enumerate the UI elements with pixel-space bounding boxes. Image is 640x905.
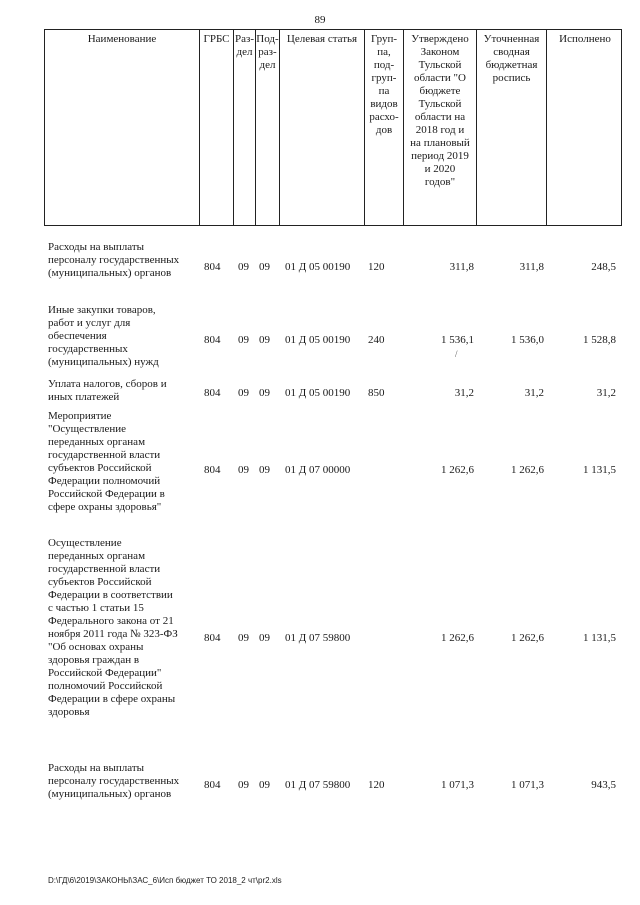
row-article: 01 Д 07 00000 (285, 464, 351, 476)
header-name: Наименование (45, 30, 200, 225)
row-name: Расходы на выплаты персоналу государственных (муниципальных) органов (48, 762, 180, 800)
row-refined: 1 262,6 (511, 464, 544, 476)
row-refined: 1 536,0 (511, 334, 544, 346)
header-article: Целевая статья (280, 30, 365, 225)
row-executed: 31,2 (596, 387, 616, 399)
row-approved: 1 262,6 (441, 632, 474, 644)
row-approved: 31,2 (454, 387, 474, 399)
row-executed: 248,5 (591, 261, 616, 273)
row-article: 01 Д 05 00190 (285, 334, 351, 346)
row-article: 01 Д 07 59800 (285, 632, 351, 644)
file-path-footer: D:\ГД\6\2019\ЗАКОНЫ\ЗАС_6\Исп бюджет ТО 2018_2 чт\pr2.xls (48, 876, 282, 885)
row-article: 01 Д 05 00190 (285, 261, 351, 273)
pen-mark: / (455, 349, 458, 359)
header-razdel: Раз- дел (234, 30, 256, 225)
row-grbs: 804 (204, 387, 221, 399)
row-executed: 1 131,5 (583, 464, 616, 476)
row-group: 850 (368, 387, 385, 399)
header-group: Груп- па, под- груп- па видов расхо- дов (365, 30, 404, 225)
row-podrazdel: 09 (259, 464, 270, 476)
row-approved: 1 071,3 (441, 779, 474, 791)
table-header (44, 29, 622, 226)
row-name: Мероприятие "Осуществление переданных органам государственной власти субъектов Российской Федерации полномочий Российской Федерации в сфере охраны здоровья" (48, 410, 165, 513)
row-refined: 31,2 (524, 387, 544, 399)
row-podrazdel: 09 (259, 632, 270, 644)
row-razdel: 09 (238, 334, 249, 346)
row-grbs: 804 (204, 464, 221, 476)
row-grbs: 804 (204, 334, 221, 346)
row-approved: 1 262,6 (441, 464, 474, 476)
row-refined: 1 071,3 (511, 779, 544, 791)
header-approved: Утверждено Законом Тульской области "О бюджете Тульской области на 2018 год и на плановый период 2019 и 2020 годов" (404, 30, 477, 225)
row-podrazdel: 09 (259, 779, 270, 791)
row-name: Расходы на выплаты персоналу государственных (муниципальных) органов (48, 241, 180, 279)
row-approved: 311,8 (449, 261, 474, 273)
row-refined: 1 262,6 (511, 632, 544, 644)
row-executed: 1 131,5 (583, 632, 616, 644)
row-group: 240 (368, 334, 385, 346)
row-podrazdel: 09 (259, 261, 270, 273)
row-podrazdel: 09 (259, 334, 270, 346)
row-executed: 1 528,8 (583, 334, 616, 346)
row-name: Осуществление переданных органам государственной власти субъектов Российской Федерации в соответствии с частью 1 статьи 15 Федерального закона от 21 ноября 2011 года № 323-ФЗ "Об основах охраны здоровья граждан в Российской Федерации" полномочий Российской Федерации в сфере охраны здоровья (48, 537, 178, 718)
row-approved: 1 536,1 (441, 334, 474, 346)
header-executed: Исполнено (559, 33, 611, 45)
row-refined: 311,8 (519, 261, 544, 273)
row-name: Уплата налогов, сборов и иных платежей (48, 378, 167, 403)
row-executed: 943,5 (591, 779, 616, 791)
row-name: Иные закупки товаров, работ и услуг для обеспечения государственных (муниципальных) нужд (48, 304, 159, 368)
row-group: 120 (368, 779, 385, 791)
header-podrazdel: Под- раз- дел (256, 30, 280, 225)
row-grbs: 804 (204, 261, 221, 273)
row-grbs: 804 (204, 632, 221, 644)
row-razdel: 09 (238, 387, 249, 399)
header-grbs: ГРБС (200, 30, 234, 225)
row-group: 120 (368, 261, 385, 273)
row-razdel: 09 (238, 632, 249, 644)
row-razdel: 09 (238, 779, 249, 791)
row-article: 01 Д 05 00190 (285, 387, 351, 399)
row-podrazdel: 09 (259, 387, 270, 399)
row-article: 01 Д 07 59800 (285, 779, 351, 791)
row-grbs: 804 (204, 779, 221, 791)
page-number: 89 (314, 14, 326, 26)
row-razdel: 09 (238, 464, 249, 476)
row-razdel: 09 (238, 261, 249, 273)
header-refined: Уточненная сводная бюджетная роспись (477, 30, 547, 225)
